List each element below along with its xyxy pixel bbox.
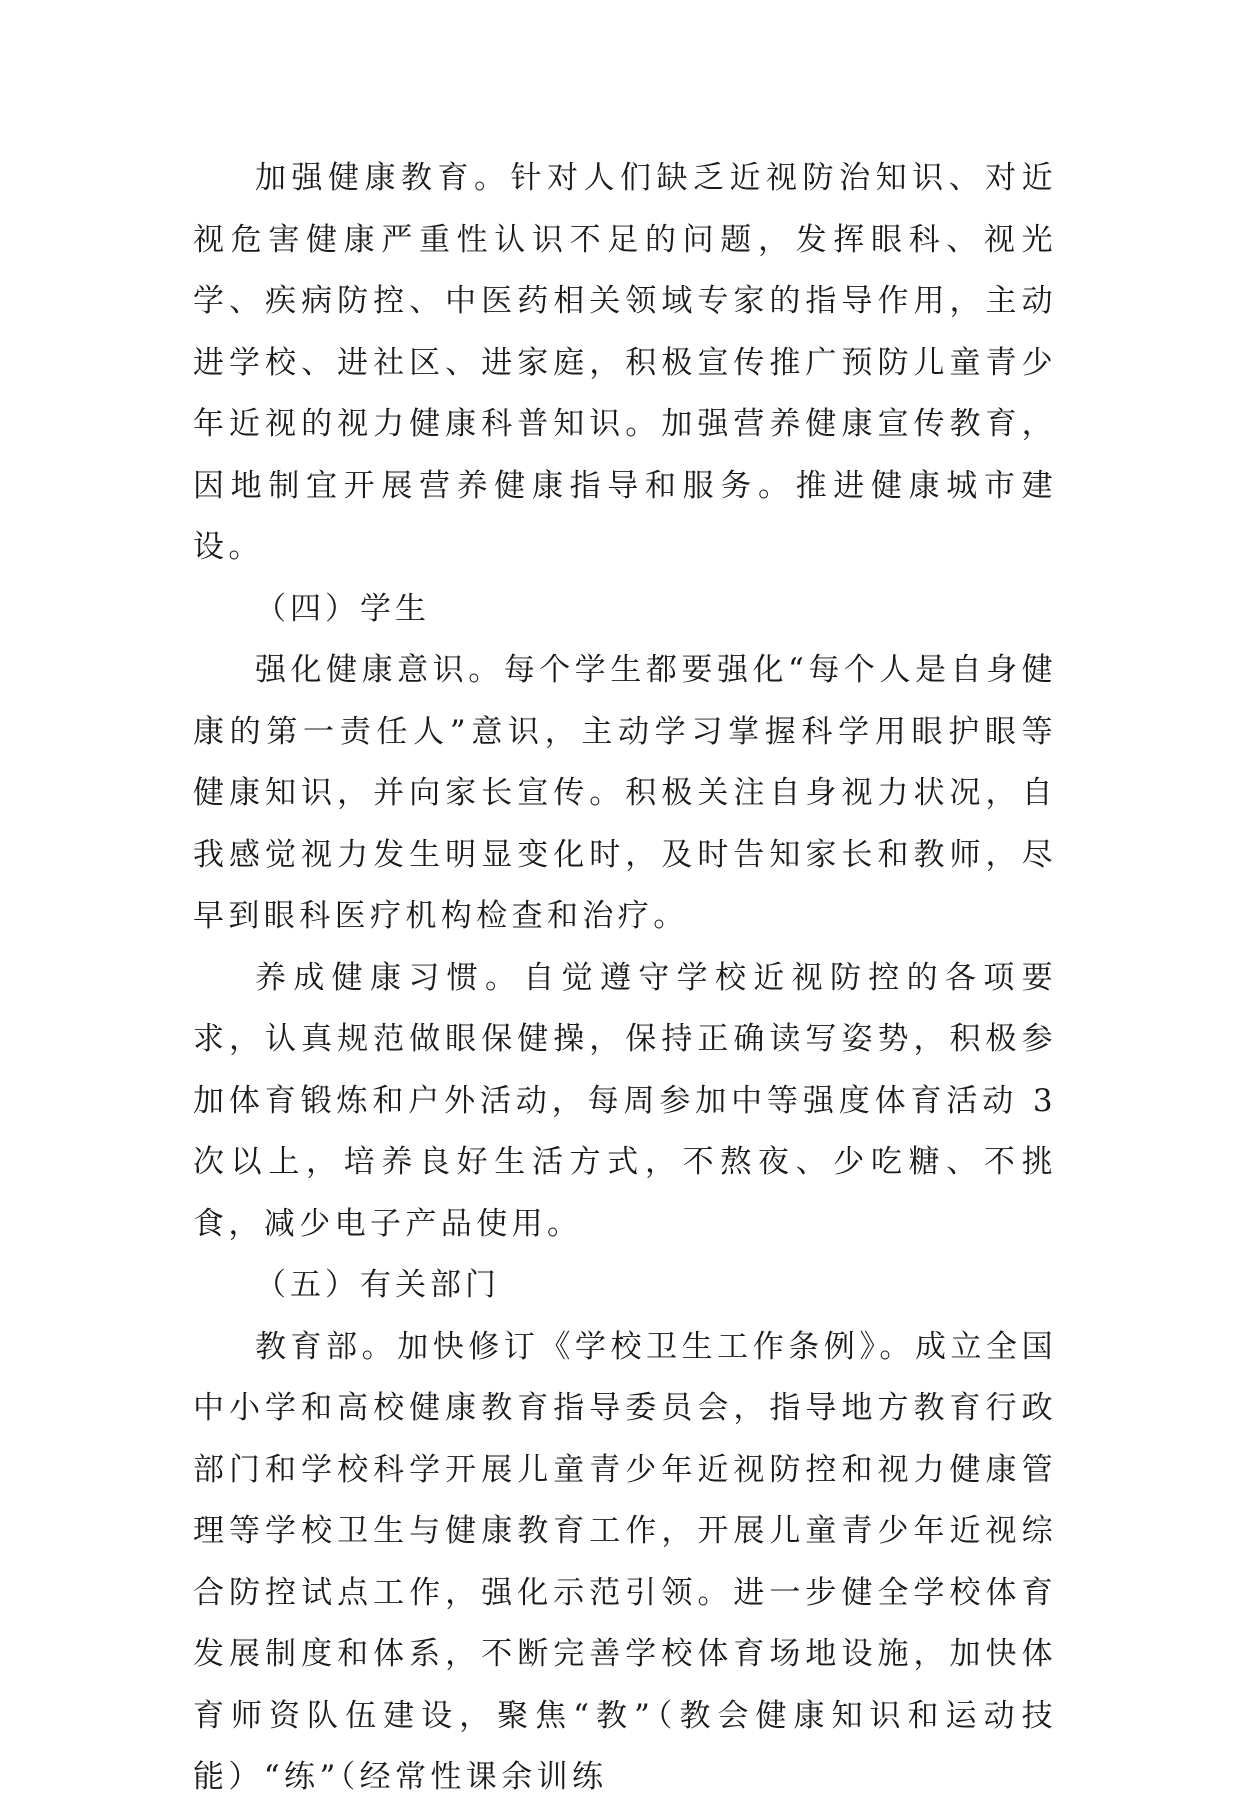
paragraph-health-awareness: 强化健康意识。每个学生都要强化“每个人是自身健康的第一责任人”意识，主动学习掌握科学用眼护眼等健康知识，并向家长宣传。积极关注自身视力状况，自我感觉视力发生明显变化时，及时告知家长和教师，尽早到眼科医疗机构检查和治疗。: [193, 652, 1057, 934]
section-heading-students: （四）学生: [255, 590, 430, 627]
paragraph-ministry-of-education: 教育部。加快修订《学校卫生工作条例》。成立全国中小学和高校健康教育指导委员会，指导地方教育行政部门和学校科学开展儿童青少年近视防控和视力健康管理等学校卫生与健康教育工作，开展儿童青少年近视综合防控试点工作，强化示范引领。进一步健全学校体育发展制度和体系，不断完善学校体育场地设施，加快体育师资队伍建设，聚焦“教”（教会健康知识和运动技能）“练”（经常性课余训练: [193, 1328, 1057, 1795]
paragraph-health-habits: 养成健康习惯。自觉遵守学校近视防控的各项要求，认真规范做眼保健操，保持正确读写姿势，积极参加体育锻炼和户外活动，每周参加中等强度体育活动 3 次以上，培养良好生活方式，不熬夜、少吃糖、不挑食，减少电子产品使用。: [193, 959, 1057, 1242]
section-heading-departments: （五）有关部门: [255, 1267, 500, 1303]
paragraph-health-education: 加强健康教育。针对人们缺乏近视防治知识、对近视危害健康严重性认识不足的问题，发挥眼科、视光学、疾病防控、中医药相关领域专家的指导作用，主动进学校、进社区、进家庭，积极宣传推广预防儿童青少年近视的视力健康科普知识。加强营养健康宣传教育，因地制宜开展营养健康指导和服务。推进健康城市建设。: [193, 160, 1057, 565]
document-page: [193, 148, 1057, 1809]
